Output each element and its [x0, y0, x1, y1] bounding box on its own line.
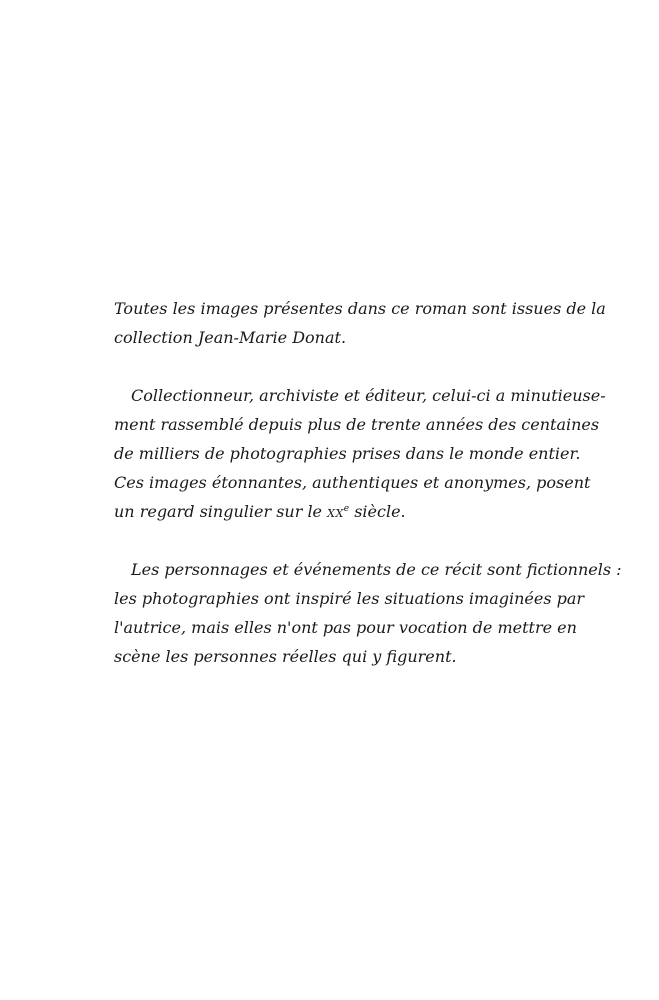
- text-line: de milliers de photographies prises dans le monde entier.: [114, 444, 581, 463]
- text-line: [114, 497, 546, 526]
- century-numeral: xx: [327, 502, 344, 521]
- text-line: collection Jean-Marie Donat.: [114, 328, 347, 347]
- text-fragment: un regard singulier sur le: [114, 502, 328, 521]
- text-fragment: siècle.: [349, 502, 406, 521]
- text-line: Ces images étonnantes, authentiques et anonymes, posent: [114, 473, 591, 492]
- paragraph-fiction-disclaimer: [114, 555, 622, 671]
- text-line: Les personnages et événements de ce récit sont fictionnels :: [131, 560, 622, 579]
- notice-text: [114, 294, 622, 671]
- paragraph-collection-source: [114, 294, 606, 352]
- paragraph-collector-description: [114, 381, 606, 526]
- paragraph-spacer: [114, 526, 546, 555]
- text-line: les photographies ont inspiré les situations imaginées par: [114, 589, 585, 608]
- text-line: scène les personnes réelles qui y figurent.: [114, 647, 457, 666]
- text-line: Collectionneur, archiviste et éditeur, celui-ci a minutieuse-: [131, 386, 606, 405]
- text-line: ment rassemblé depuis plus de trente années des centaines: [114, 415, 600, 434]
- century-superscript: e: [343, 504, 350, 514]
- text-line: Toutes les images présentes dans ce roman sont issues de la: [114, 299, 606, 318]
- paragraph-spacer: [114, 352, 546, 381]
- text-line: l'autrice, mais elles n'ont pas pour vocation de mettre en: [114, 618, 577, 637]
